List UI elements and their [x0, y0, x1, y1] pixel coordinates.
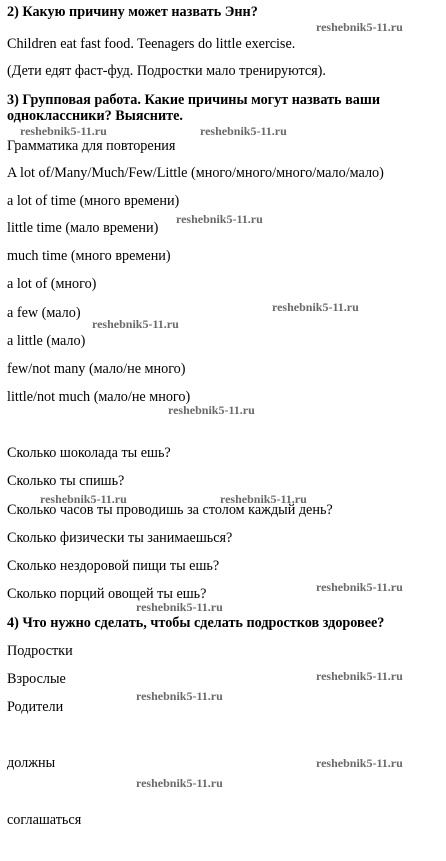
- text-line: Сколько шоколада ты ешь?: [7, 445, 171, 461]
- text-line: Children eat fast food. Teenagers do little exercise.: [7, 36, 296, 52]
- exercise-3-heading-cont: одноклассники? Выясните.: [7, 108, 183, 124]
- text-line: Грамматика для повторения: [7, 138, 176, 154]
- watermark: reshebnik5-11.ru: [136, 689, 223, 703]
- watermark: reshebnik5-11.ru: [92, 317, 179, 331]
- exercise-2-heading: 2) Какую причину может назвать Энн?: [7, 4, 258, 20]
- text-line: Родители: [7, 699, 64, 715]
- text-line: Подростки: [7, 643, 73, 659]
- text-line: much time (много времени): [7, 248, 171, 264]
- watermark: reshebnik5-11.ru: [272, 300, 359, 314]
- exercise-3-heading: 3) Групповая работа. Какие причины могут назвать ваши: [7, 92, 380, 108]
- text-line: few/not many (мало/не много): [7, 361, 186, 377]
- watermark: reshebnik5-11.ru: [176, 212, 263, 226]
- watermark: reshebnik5-11.ru: [20, 124, 107, 138]
- text-line: a few (мало): [7, 305, 81, 321]
- text-line: a lot of time (много времени): [7, 193, 180, 209]
- text-line: little/not much (мало/не много): [7, 389, 191, 405]
- watermark: reshebnik5-11.ru: [316, 20, 403, 34]
- text-line: a little (мало): [7, 333, 86, 349]
- watermark: reshebnik5-11.ru: [200, 124, 287, 138]
- watermark: reshebnik5-11.ru: [316, 669, 403, 683]
- exercise-4-heading: 4) Что нужно сделать, чтобы сделать подростков здоровее?: [7, 615, 385, 631]
- watermark: reshebnik5-11.ru: [220, 492, 307, 506]
- text-line: A lot of/Many/Much/Few/Little (много/много/много/мало/мало): [7, 165, 384, 181]
- watermark: reshebnik5-11.ru: [136, 776, 223, 790]
- text-line: Взрослые: [7, 671, 66, 687]
- watermark: reshebnik5-11.ru: [40, 492, 127, 506]
- text-line: Сколько физически ты занимаешься?: [7, 530, 233, 546]
- watermark: reshebnik5-11.ru: [316, 580, 403, 594]
- text-line: Сколько ты спишь?: [7, 473, 125, 489]
- text-line: a lot of (много): [7, 276, 97, 292]
- text-line: little time (мало времени): [7, 220, 159, 236]
- text-line: Сколько порций овощей ты ешь?: [7, 586, 207, 602]
- watermark: reshebnik5-11.ru: [316, 756, 403, 770]
- watermark: reshebnik5-11.ru: [168, 403, 255, 417]
- text-line: должны: [7, 755, 56, 771]
- text-line: соглашаться: [7, 812, 82, 828]
- text-line: Сколько нездоровой пищи ты ешь?: [7, 558, 220, 574]
- text-line: (Дети едят фаст-фуд. Подростки мало тренируются).: [7, 63, 326, 79]
- text-line: Сколько часов ты проводишь за столом каждый день?: [7, 502, 333, 518]
- watermark: reshebnik5-11.ru: [136, 600, 223, 614]
